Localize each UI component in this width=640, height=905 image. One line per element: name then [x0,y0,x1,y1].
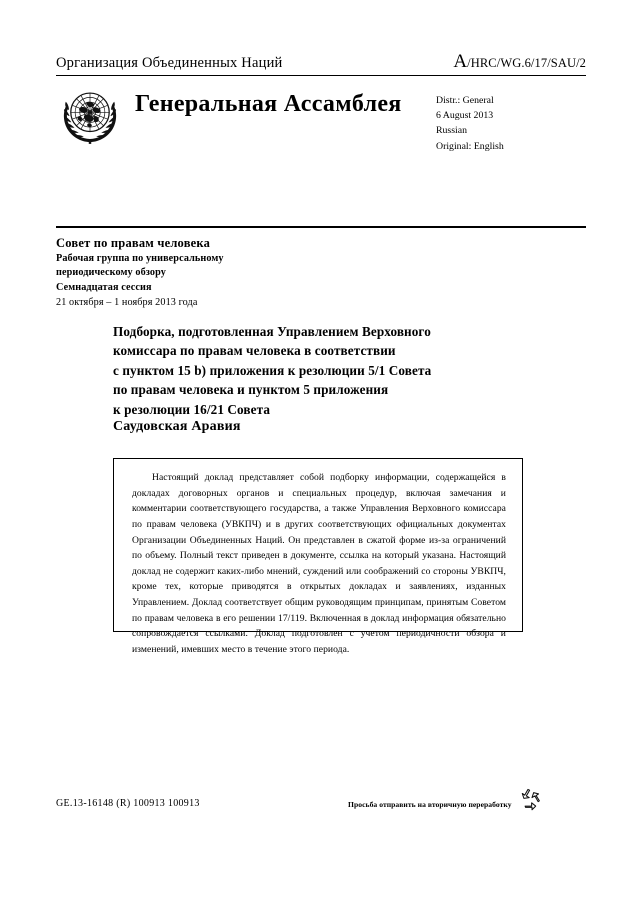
organization-name: Организация Объединенных Наций [56,55,283,71]
document-symbol-rest: /HRC/WG.6/17/SAU/2 [467,56,586,70]
working-group-line-2: периодическому обзору [56,267,166,279]
distribution-block [436,93,586,154]
page-title-line-1: Подборка, подготовленная Управлением Верховного [113,324,431,339]
abstract-text: Настоящий доклад представляет собой подборку информации, содержащейся в докладах договорных органов и специальных процедур, включая замечания и комментарии соответствующего государства, а также Управления Верховного комиссара по правам человека (УВКПЧ) и в других соответствующих официальных документах Организации Объединенных Наций. Он представлен в сжатой форме из-за ограничений по объему. Полный текст приведен в документе, ссылка на который указана. Настоящий доклад не содержит каких-либо мнений, суждений или соображений со стороны УВКПЧ, кроме тех, которые приводятся в открытых докладах и заявлениях, изданных Управлением. Доклад соответствует общим руководящим принципам, принятым Советом по правам человека в его решении 17/119. Включенная в доклад информация обязательно сопровождается ссылками. Доклад подготовлен с учетом периодичности обзора и изменений, имевших место в течение этого периода. [132,472,506,655]
distr-language: Russian [436,125,468,137]
council-block [56,236,386,311]
masthead-body-row [56,83,586,154]
working-group-line-1: Рабочая группа по универсальному [56,253,224,264]
un-emblem-icon [59,85,121,147]
council-name: Совет по правам человека [56,236,211,250]
page-title-line-2: комиссара по правам человека в соответствии [113,343,396,359]
general-assembly-title: Генеральная Ассамблея [135,91,402,117]
page-title-line-3: с пунктом 15 b) приложения к резолюции 5/1 Совета [113,362,432,378]
recycle-note-text: Просьба отправить на вторичную переработку [348,800,512,809]
masthead-top-row [56,52,586,75]
distr-original: Original: English [436,140,504,152]
document-symbol-initial: A [453,51,468,72]
distr-date: 6 August 2013 [436,110,494,122]
masthead-rule [56,75,586,76]
masthead [56,52,586,154]
job-code: GE.13-16148 (R) 100913 100913 [56,798,200,809]
page-title-line-4: по правам человека и пунктом 5 приложения [113,382,389,398]
session-dates: 21 октября – 1 ноября 2013 года [56,297,198,309]
page-title-line-5: к резолюции 16/21 Совета [113,401,271,417]
page-title [113,322,533,419]
session-number: Семнадцатая сессия [56,281,152,293]
country-name: Саудовская Аравия [113,419,241,434]
abstract-box [113,458,523,655]
document-symbol [453,52,586,72]
section-divider [56,226,586,228]
recycle-icon [517,787,543,813]
distr-line: Distr.: General [436,95,494,106]
recycle-notice [348,796,543,813]
